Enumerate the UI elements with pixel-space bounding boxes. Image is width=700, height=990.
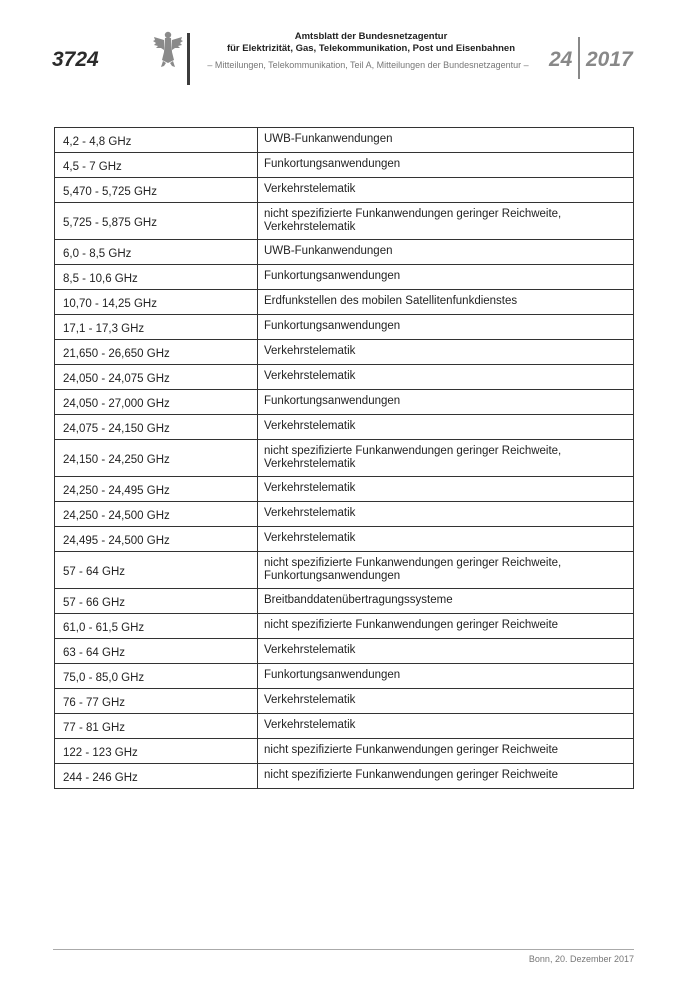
header-divider bbox=[187, 33, 190, 85]
table-row bbox=[55, 502, 634, 527]
footer-divider bbox=[53, 949, 634, 950]
frequency-range-cell: 122 - 123 GHz bbox=[55, 739, 258, 764]
application-cell: Verkehrstelematik bbox=[258, 415, 634, 440]
application-cell: Verkehrstelematik bbox=[258, 714, 634, 739]
application-cell: Verkehrstelematik bbox=[258, 689, 634, 714]
publication-subtitle: für Elektrizität, Gas, Telekommunikation, Post und Eisenbahnen bbox=[226, 43, 516, 54]
table-row bbox=[55, 415, 634, 440]
frequency-range-cell: 244 - 246 GHz bbox=[55, 764, 258, 789]
issue-divider bbox=[578, 37, 580, 79]
frequency-range-cell: 4,2 - 4,8 GHz bbox=[55, 128, 258, 153]
frequency-range-cell: 24,495 - 24,500 GHz bbox=[55, 527, 258, 552]
table-row bbox=[55, 178, 634, 203]
table-row bbox=[55, 477, 634, 502]
table-row bbox=[55, 128, 634, 153]
application-cell: Funkortungsanwendungen bbox=[258, 664, 634, 689]
frequency-range-cell: 10,70 - 14,25 GHz bbox=[55, 290, 258, 315]
application-cell: Funkortungsanwendungen bbox=[258, 153, 634, 178]
application-cell: Verkehrstelematik bbox=[258, 365, 634, 390]
table-row bbox=[55, 390, 634, 415]
application-cell: Funkortungsanwendungen bbox=[258, 390, 634, 415]
table-row bbox=[55, 365, 634, 390]
frequency-range-cell: 24,250 - 24,495 GHz bbox=[55, 477, 258, 502]
frequency-range-cell: 61,0 - 61,5 GHz bbox=[55, 614, 258, 639]
application-cell: nicht spezifizierte Funkanwendungen geringer Reichweite bbox=[258, 764, 634, 789]
table-row bbox=[55, 664, 634, 689]
frequency-range-cell: 77 - 81 GHz bbox=[55, 714, 258, 739]
frequency-table bbox=[54, 127, 634, 789]
frequency-table-body bbox=[55, 128, 634, 789]
application-cell: Breitbanddatenübertragungssysteme bbox=[258, 589, 634, 614]
frequency-range-cell: 57 - 66 GHz bbox=[55, 589, 258, 614]
table-row bbox=[55, 739, 634, 764]
application-cell: Verkehrstelematik bbox=[258, 527, 634, 552]
frequency-range-cell: 24,250 - 24,500 GHz bbox=[55, 502, 258, 527]
frequency-range-cell: 24,050 - 24,075 GHz bbox=[55, 365, 258, 390]
table-row bbox=[55, 639, 634, 664]
footer-date: Bonn, 20. Dezember 2017 bbox=[528, 954, 634, 964]
frequency-range-cell: 5,470 - 5,725 GHz bbox=[55, 178, 258, 203]
page-number: 3724 bbox=[52, 48, 99, 71]
section-subtitle: – Mitteilungen, Telekommunikation, Teil A, Mitteilungen der Bundesnetzagentur – bbox=[207, 60, 529, 70]
table-row bbox=[55, 265, 634, 290]
frequency-range-cell: 17,1 - 17,3 GHz bbox=[55, 315, 258, 340]
frequency-range-cell: 57 - 64 GHz bbox=[55, 552, 258, 589]
table-row bbox=[55, 203, 634, 240]
frequency-range-cell: 21,650 - 26,650 GHz bbox=[55, 340, 258, 365]
application-cell: nicht spezifizierte Funkanwendungen geringer Reichweite bbox=[258, 614, 634, 639]
table-row bbox=[55, 714, 634, 739]
table-row bbox=[55, 689, 634, 714]
frequency-range-cell: 24,150 - 24,250 GHz bbox=[55, 440, 258, 477]
table-row bbox=[55, 552, 634, 589]
frequency-range-cell: 4,5 - 7 GHz bbox=[55, 153, 258, 178]
table-row bbox=[55, 240, 634, 265]
table-row bbox=[55, 290, 634, 315]
application-cell: Verkehrstelematik bbox=[258, 502, 634, 527]
table-row bbox=[55, 527, 634, 552]
application-cell: Funkortungsanwendungen bbox=[258, 265, 634, 290]
table-row bbox=[55, 764, 634, 789]
frequency-range-cell: 5,725 - 5,875 GHz bbox=[55, 203, 258, 240]
application-cell: UWB-Funkanwendungen bbox=[258, 128, 634, 153]
application-cell: UWB-Funkanwendungen bbox=[258, 240, 634, 265]
table-row bbox=[55, 440, 634, 477]
table-row bbox=[55, 614, 634, 639]
frequency-range-cell: 8,5 - 10,6 GHz bbox=[55, 265, 258, 290]
frequency-range-cell: 63 - 64 GHz bbox=[55, 639, 258, 664]
issue-year: 2017 bbox=[586, 48, 633, 71]
table-row bbox=[55, 340, 634, 365]
frequency-range-cell: 75,0 - 85,0 GHz bbox=[55, 664, 258, 689]
frequency-range-cell: 76 - 77 GHz bbox=[55, 689, 258, 714]
federal-eagle-icon bbox=[152, 30, 184, 68]
frequency-range-cell: 24,050 - 27,000 GHz bbox=[55, 390, 258, 415]
application-cell: Verkehrstelematik bbox=[258, 178, 634, 203]
application-cell: nicht spezifizierte Funkanwendungen geringer Reichweite bbox=[258, 739, 634, 764]
application-cell: Funkortungsanwendungen bbox=[258, 315, 634, 340]
issue-number: 24 bbox=[549, 48, 573, 71]
application-cell: Verkehrstelematik bbox=[258, 340, 634, 365]
application-cell: nicht spezifizierte Funkanwendungen geringer Reichweite, Funkortungsanwendungen bbox=[258, 552, 634, 589]
table-row bbox=[55, 589, 634, 614]
application-cell: Verkehrstelematik bbox=[258, 639, 634, 664]
table-row bbox=[55, 153, 634, 178]
frequency-range-cell: 24,075 - 24,150 GHz bbox=[55, 415, 258, 440]
publication-title: Amtsblatt der Bundesnetzagentur bbox=[294, 31, 448, 42]
application-cell: nicht spezifizierte Funkanwendungen geringer Reichweite, Verkehrstelematik bbox=[258, 440, 634, 477]
application-cell: nicht spezifizierte Funkanwendungen geringer Reichweite, Verkehrstelematik bbox=[258, 203, 634, 240]
frequency-range-cell: 6,0 - 8,5 GHz bbox=[55, 240, 258, 265]
application-cell: Erdfunkstellen des mobilen Satellitenfunkdienstes bbox=[258, 290, 634, 315]
table-row bbox=[55, 315, 634, 340]
application-cell: Verkehrstelematik bbox=[258, 477, 634, 502]
